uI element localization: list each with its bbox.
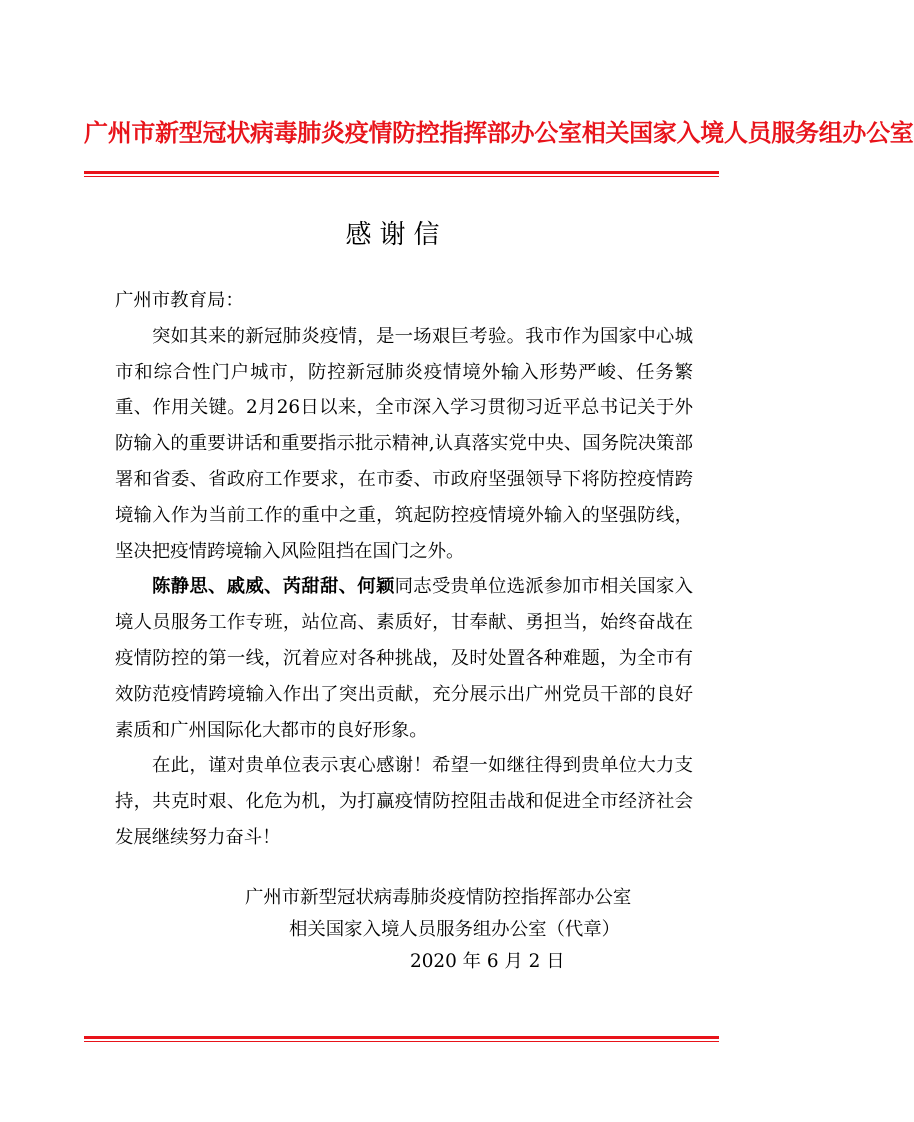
salutation: 广州市教育局： [115, 290, 244, 311]
header-red-rule [84, 171, 719, 177]
paragraph-2 [115, 569, 693, 748]
issuer-header-title: 广州市新型冠状病毒肺炎疫情防控指挥部办公室相关国家入境人员服务组办公室 [84, 118, 914, 147]
header-rule-thin [84, 176, 719, 177]
footer-red-rule [84, 1036, 719, 1042]
document-title: 感谢信 [345, 220, 448, 250]
signature-block [240, 882, 710, 978]
letter-body [115, 283, 693, 856]
paragraph-1: 突如其来的新冠肺炎疫情，是一场艰巨考验。我市作为国家中心城市和综合性门户城市，防控新冠肺炎疫情境外输入形势严峻、任务繁重、作用关键。2月26日以来，全市深入学习贯彻习近平总书记关于外防输入的重要讲话和重要指示批示精神,认真落实党中央、国务院决策部署和省委、省政府工作要求，在市委、市政府坚强领导下将防控疫情跨境输入作为当前工作的重中之重，筑起防控疫情境外输入的坚强防线，坚决把疫情跨境输入风险阻挡在国门之外。 [115, 325, 693, 562]
signature-org-line-1: 广州市新型冠状病毒肺炎疫情防控指挥部办公室 [245, 887, 632, 908]
paragraph-3: 在此，谨对贵单位表示衷心感谢！希望一如继往得到贵单位大力支持，共克时艰、化危为机，为打赢疫情防控阻击战和促进全市经济社会发展继续努力奋斗！ [115, 755, 693, 848]
honoree-names: 陈静思、戚威、芮甜甜、何颖 [152, 576, 395, 598]
signature-date: 2020 年 6 月 2 日 [410, 951, 565, 972]
signature-org-line-2: 相关国家入境人员服务组办公室（代章） [289, 919, 621, 940]
header-rule-thick [84, 171, 719, 174]
paragraph-2-text: 同志受贵单位选派参加市相关国家入境人员服务工作专班，站位高、素质好，甘奉献、勇担当，始终奋战在疫情防控的第一线，沉着应对各种挑战，及时处置各种难题，为全市有效防范疫情跨境输入作出了突出贡献，充分展示出广州党员干部的良好素质和广州国际化大都市的良好形象。 [115, 576, 693, 741]
footer-rule-thin [84, 1041, 719, 1042]
footer-rule-thick [84, 1036, 719, 1039]
